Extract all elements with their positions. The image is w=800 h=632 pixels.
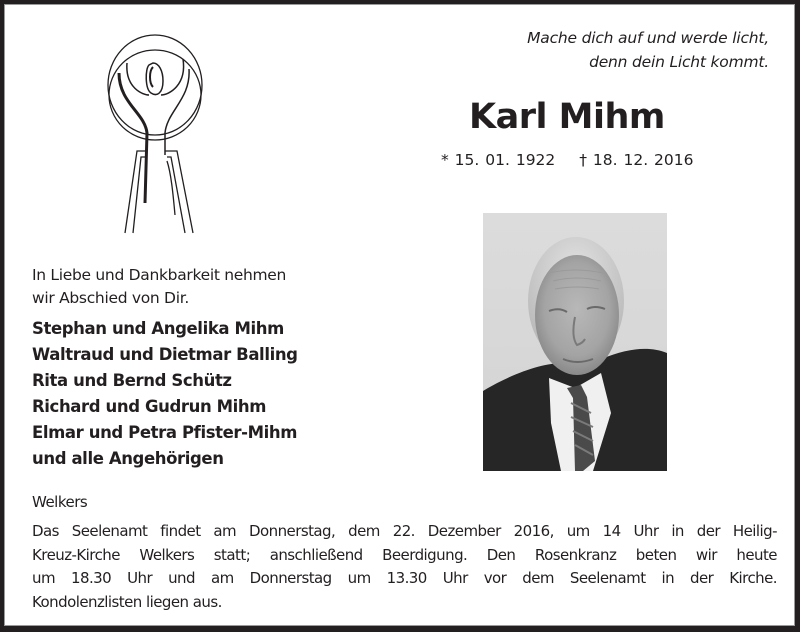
mourner-entry: Stephan und Angelika Mihm [32,319,284,338]
deceased-name: Karl Mihm [469,97,665,137]
motto-quote [527,26,769,74]
mourner-entry: Richard und Gudrun Mihm [32,397,267,416]
notice-line: Kondolenzlisten liegen aus. [32,592,222,611]
funeral-notice [32,520,777,614]
mourner-entry: Elmar und Petra Pfister-Mihm [32,423,297,442]
place-name: Welkers [32,493,88,511]
intro-line-1: In Liebe und Dankbarkeit nehmen [32,266,287,284]
mourner-entry: und alle Angehörigen [32,449,224,468]
birth-date: * 15. 01. 1922 [441,151,556,169]
death-date: † 18. 12. 2016 [579,151,694,169]
mourners-list [32,316,298,472]
notice-line: Das Seelenamt findet am Donnerstag, dem 22. Dezember 2016, um 14 Uhr in der Heilig- [32,522,777,540]
motto-line-2: denn dein Licht kommt. [589,53,769,71]
motto-line-1: Mache dich auf und werde licht, [527,29,769,47]
notice-line: um 18.30 Uhr und am Donnerstag um 13.30 Uhr vor dem Seelenamt in der Kirche. [32,569,777,587]
mourner-entry: Waltraud und Dietmar Balling [32,345,298,364]
intro-line-2: wir Abschied von Dir. [32,289,189,307]
obituary-card [4,4,795,626]
notice-line: Kreuz-Kirche Welkers statt; anschließend Beerdigung. Den Rosenkranz beten wir heute [32,545,777,564]
farewell-intro [32,264,286,310]
cross-figure-in-circle-icon [105,33,205,235]
mourner-entry: Rita und Bernd Schütz [32,371,232,390]
life-dates [441,151,694,169]
portrait-photo [483,213,667,471]
